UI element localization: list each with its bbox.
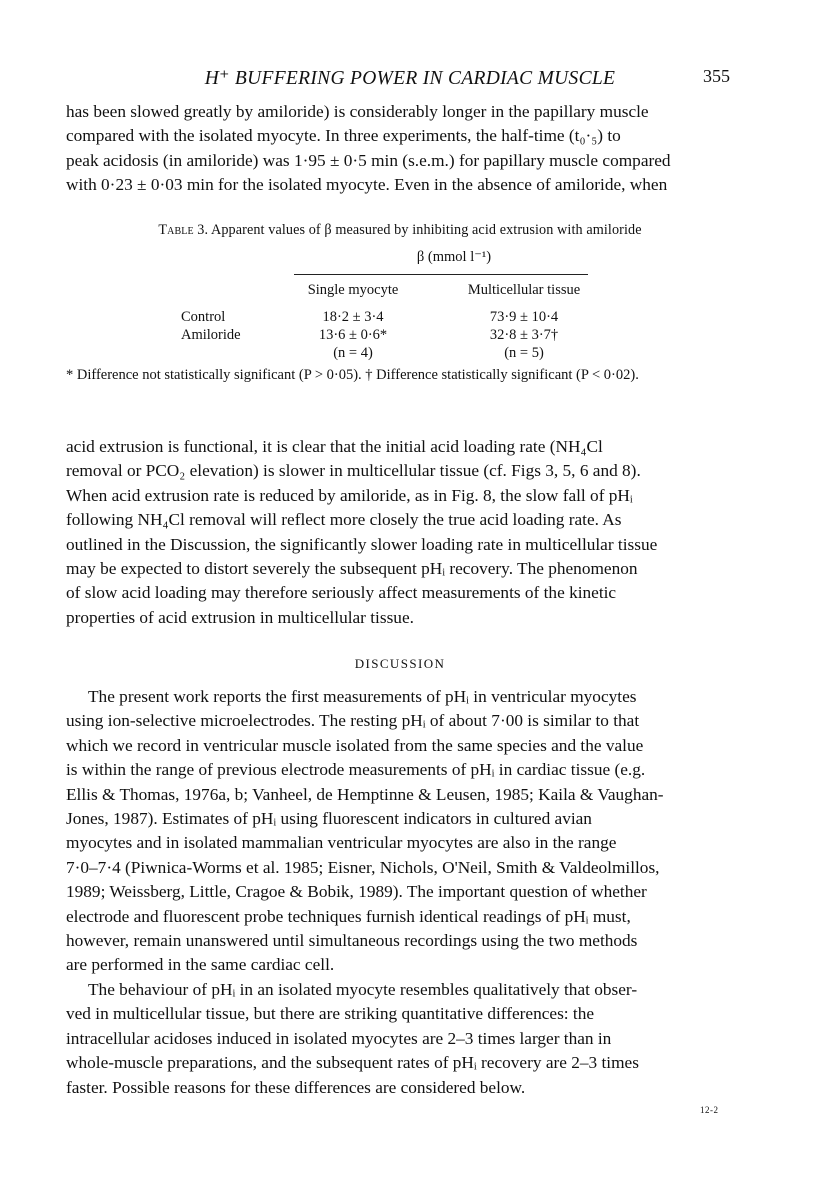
table-cell: 13·6 ± 0·6* [318, 327, 388, 343]
text-line: using ion-selective microelectrodes. The resting pHᵢ of about 7·00 is similar to that [66, 711, 640, 731]
table-cell: 18·2 ± 3·4 [322, 309, 384, 325]
text-line: is within the range of previous electrode measurements of pHᵢ in cardiac tissue (e.g. [66, 760, 646, 780]
text-line: with 0·23 ± 0·03 min for the isolated myocyte. Even in the absence of amiloride, when [66, 175, 668, 195]
text-line: The behaviour of pHᵢ in an isolated myocyte resembles qualitatively that obser- [88, 980, 638, 999]
discussion-paragraph-1 [66, 685, 734, 978]
table-row [66, 345, 734, 365]
text-line: When acid extrusion rate is reduced by amiloride, as in Fig. 8, the slow fall of pHᵢ [66, 485, 633, 505]
table-caption-text: Apparent values of β measured by inhibiting acid extrusion with amiloride [211, 222, 642, 238]
text-line: electrode and fluorescent probe techniques furnish identical readings of pHᵢ must, [66, 906, 631, 926]
text-line: compared with the isolated myocyte. In three experiments, the half-time (t₀·₅) to [66, 126, 621, 146]
text-line: of slow acid loading may therefore seriously affect measurements of the kinetic [66, 583, 617, 603]
text-line: 7·0–7·4 (Piwnica-Worms et al. 1985; Eisner, Nichols, O'Neil, Smith & Valdeolmillos, [66, 857, 660, 877]
table-cell: 32·8 ± 3·7† [489, 327, 559, 343]
table-unit: β (mmol l⁻¹) [416, 249, 492, 265]
text-line: 1989; Weissberg, Little, Cragoe & Bobik, 1989). The important question of whether [66, 882, 647, 902]
text-line: The present work reports the first measurements of pHᵢ in ventricular myocytes [88, 687, 637, 706]
table-row [66, 309, 734, 329]
column-header-single-myocyte: Single myocyte [307, 282, 399, 298]
text-line: properties of acid extrusion in multicellular tissue. [66, 607, 414, 627]
text-line: peak acidosis (in amiloride) was 1·95 ± 0·5 min (s.e.m.) for papillary muscle compared [66, 150, 671, 170]
column-header-multicellular-tissue: Multicellular tissue [467, 282, 581, 298]
text-line: myocytes and in isolated mammalian ventricular myocytes are also in the range [66, 833, 617, 853]
page-number: 355 [703, 66, 730, 86]
text-line: Ellis & Thomas, 1976a, b; Vanheel, de Hemptinne & Leusen, 1985; Kaila & Vaughan- [66, 784, 664, 804]
table-caption [66, 222, 734, 239]
folio-code: 12-2 [700, 1105, 719, 1115]
text-line: are performed in the same cardiac cell. [66, 955, 335, 975]
table-rule [294, 274, 588, 275]
table-row [66, 327, 734, 347]
table-cell: (n = 5) [504, 345, 544, 361]
text-line: ved in multicellular tissue, but there are striking quantitative differences: the [66, 1004, 595, 1024]
text-line: may be expected to distort severely the subsequent pHᵢ recovery. The phenomenon [66, 559, 638, 579]
text-line: faster. Possible reasons for these differences are considered below. [66, 1077, 526, 1097]
table-cell: 73·9 ± 10·4 [489, 309, 559, 325]
text-line: following NH₄Cl removal will reflect more closely the true acid loading rate. As [66, 510, 622, 530]
table-cell: (n = 4) [333, 345, 373, 361]
text-line: Jones, 1987). Estimates of pHᵢ using fluorescent indicators in cultured avian [66, 809, 592, 829]
row-label: Amiloride [181, 327, 241, 343]
table-footnote: * Difference not statistically significant (P > 0·05). † Difference statistically significant (P < 0·02). [66, 367, 639, 383]
text-line: however, remain unanswered until simultaneous recordings using the two methods [66, 931, 638, 951]
text-line: which we record in ventricular muscle isolated from the same species and the value [66, 735, 644, 755]
top-paragraph [66, 100, 734, 198]
discussion-paragraph-2 [66, 978, 734, 1100]
running-title: H⁺ BUFFERING POWER IN CARDIAC MUSCLE [204, 68, 616, 89]
table-caption-label: Table 3. [158, 222, 209, 238]
table-3 [66, 222, 734, 361]
text-line: whole-muscle preparations, and the subsequent rates of pHᵢ recovery are 2–3 times [66, 1053, 639, 1073]
row-label: Control [181, 309, 226, 325]
middle-paragraph [66, 435, 734, 630]
discussion-heading: DISCUSSION [354, 656, 446, 671]
running-head [0, 66, 760, 96]
text-line: removal or PCO₂ elevation) is slower in multicellular tissue (cf. Figs 3, 5, 6 and 8). [66, 461, 641, 481]
text-line: acid extrusion is functional, it is clear that the initial acid loading rate (NH₄Cl [66, 437, 603, 456]
text-line: intracellular acidoses induced in isolated myocytes are 2–3 times larger than in [66, 1028, 612, 1048]
text-line: has been slowed greatly by amiloride) is considerably longer in the papillary muscle [66, 102, 649, 121]
text-line: outlined in the Discussion, the significantly slower loading rate in multicellular tissue [66, 534, 658, 554]
